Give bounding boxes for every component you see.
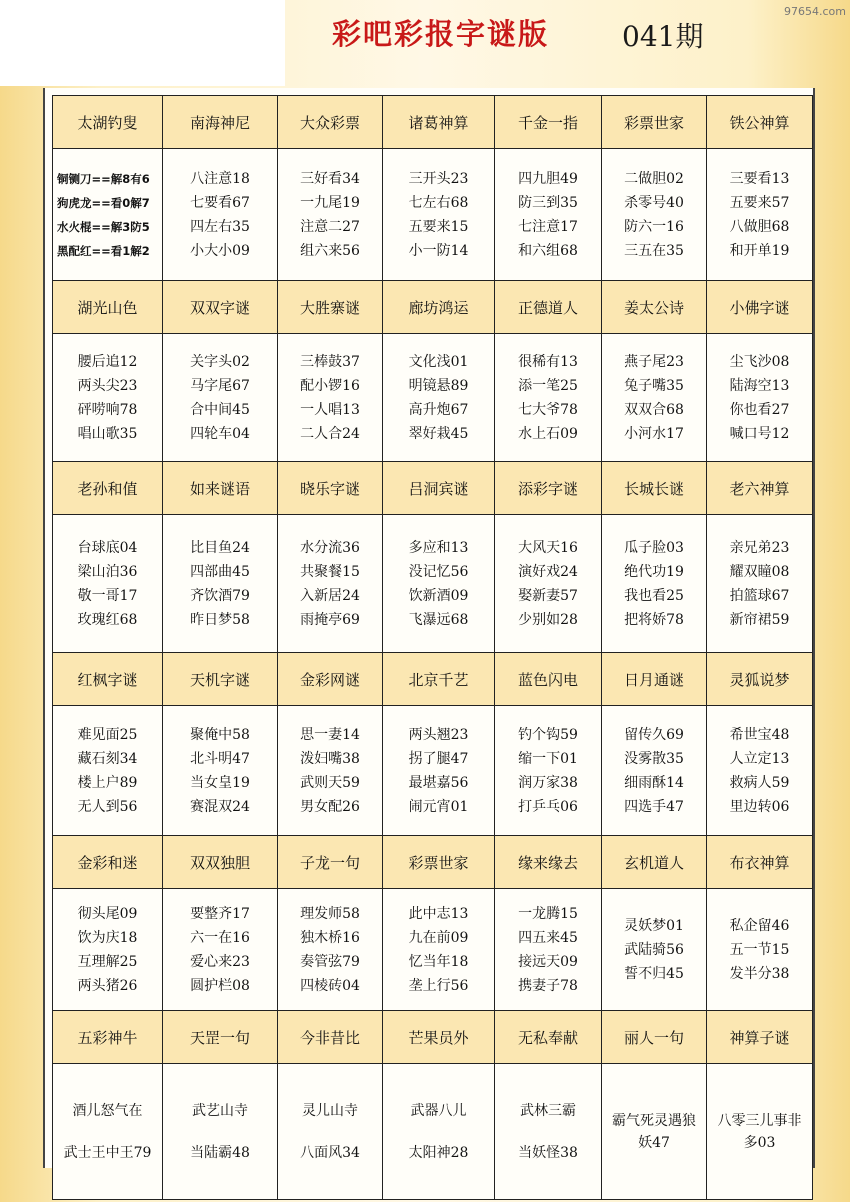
riddle-line: 北斗明47 xyxy=(190,750,250,767)
column-header: 金彩网谜 xyxy=(278,653,383,706)
riddle-cell xyxy=(383,515,495,653)
column-header: 老孙和值 xyxy=(53,462,163,515)
column-header: 廊坊鸿运 xyxy=(383,281,495,334)
column-header: 北京千艺 xyxy=(383,653,495,706)
riddle-line: 饮新酒09 xyxy=(408,587,469,604)
riddle-cell xyxy=(383,889,495,1011)
riddle-line: 垄上行56 xyxy=(408,977,469,994)
riddle-line: 拐了腿47 xyxy=(408,750,469,767)
riddle-line: 水火棍==解3防5 xyxy=(57,219,150,234)
riddle-line: 打乒乓06 xyxy=(518,798,578,815)
column-header: 大众彩票 xyxy=(278,96,383,149)
riddle-line: 亲兄弟23 xyxy=(729,539,790,556)
riddle-line: 此中志13 xyxy=(408,905,469,922)
column-header: 双双独胆 xyxy=(163,836,278,889)
riddle-line: 八注意18 xyxy=(190,170,250,187)
column-header: 老六神算 xyxy=(707,462,813,515)
riddle-line: 六一在16 xyxy=(190,929,250,946)
riddle-line: 人立定13 xyxy=(729,750,790,767)
riddle-line: 灵儿山寺 xyxy=(302,1102,358,1119)
riddle-line: 武艺山寺 xyxy=(192,1102,248,1119)
column-header: 蓝色闪电 xyxy=(495,653,602,706)
riddle-line: 二人合24 xyxy=(300,425,360,442)
riddle-line: 三开头23 xyxy=(408,170,469,187)
riddle-line: 四九胆49 xyxy=(518,170,578,187)
column-header: 姜太公诗 xyxy=(602,281,707,334)
riddle-cell xyxy=(53,706,163,836)
riddle-line: 耀双瞳08 xyxy=(729,563,790,580)
header-row xyxy=(53,462,813,515)
header-row xyxy=(53,281,813,334)
riddle-line: 细雨酥14 xyxy=(624,774,684,791)
riddle-line: 思一妻14 xyxy=(300,726,360,743)
riddle-line: 接远天09 xyxy=(518,953,578,970)
column-header: 彩票世家 xyxy=(383,836,495,889)
riddle-line: 注意二27 xyxy=(300,218,360,235)
riddle-line: 武则天59 xyxy=(300,774,360,791)
header-row xyxy=(53,96,813,149)
riddle-line: 砰唠响78 xyxy=(77,401,138,418)
riddle-cell xyxy=(495,706,602,836)
riddle-cell xyxy=(602,889,707,1011)
riddle-cell xyxy=(602,706,707,836)
riddle-cell xyxy=(495,334,602,462)
riddle-line: 八零三儿事非多03 xyxy=(717,1112,802,1151)
riddle-line: 四部曲45 xyxy=(190,563,250,580)
riddle-line: 昨日梦58 xyxy=(190,611,250,628)
riddle-line: 武林三霸 xyxy=(520,1102,576,1119)
riddle-line: 四左右35 xyxy=(190,218,250,235)
riddle-table xyxy=(52,95,813,1200)
column-header: 彩票世家 xyxy=(602,96,707,149)
riddle-line: 马字尾67 xyxy=(190,377,250,394)
riddle-line: 台球底04 xyxy=(77,539,138,556)
riddle-line: 两头猪26 xyxy=(77,977,138,994)
riddle-line: 八面风34 xyxy=(300,1144,360,1161)
riddle-line: 雨掩亭69 xyxy=(300,611,360,628)
riddle-cell xyxy=(163,1064,278,1200)
issue-number: 041期 xyxy=(622,20,704,53)
riddle-line: 三棒鼓37 xyxy=(300,353,360,370)
riddle-cell xyxy=(53,149,163,281)
riddle-line: 配小锣16 xyxy=(300,377,360,394)
riddle-line: 两头尖23 xyxy=(77,377,138,394)
riddle-cell xyxy=(707,706,813,836)
riddle-line: 五要来57 xyxy=(729,194,790,211)
riddle-line: 双双合68 xyxy=(624,401,684,418)
riddle-line: 忆当年18 xyxy=(408,953,469,970)
riddle-line: 救病人59 xyxy=(729,774,790,791)
riddle-line: 爱心来23 xyxy=(190,953,250,970)
riddle-cell xyxy=(383,149,495,281)
riddle-line: 很稀有13 xyxy=(518,353,578,370)
riddle-line: 文化浅01 xyxy=(408,353,469,370)
riddle-line: 燕子尾23 xyxy=(624,353,684,370)
riddle-line: 入新居24 xyxy=(300,587,360,604)
riddle-line: 演好戏24 xyxy=(518,563,578,580)
riddle-line: 娶新妻57 xyxy=(518,587,578,604)
riddle-line: 缩一下01 xyxy=(518,750,578,767)
riddle-line: 多应和13 xyxy=(408,539,469,556)
riddle-line: 彻头尾09 xyxy=(77,905,138,922)
riddle-line: 武士王中王79 xyxy=(63,1144,152,1161)
column-header: 诸葛神算 xyxy=(383,96,495,149)
riddle-line: 七注意17 xyxy=(518,218,578,235)
column-header: 芒果员外 xyxy=(383,1011,495,1064)
column-header: 太湖钓叟 xyxy=(53,96,163,149)
riddle-line: 当陆霸48 xyxy=(190,1144,250,1161)
column-header: 红枫字谜 xyxy=(53,653,163,706)
column-header: 灵狐说梦 xyxy=(707,653,813,706)
riddle-line: 私企留46 xyxy=(729,917,790,934)
page-title: 彩吧彩报字谜版 xyxy=(332,17,550,51)
riddle-line: 添一笔25 xyxy=(518,377,578,394)
riddle-cell xyxy=(495,149,602,281)
riddle-line: 誓不归45 xyxy=(624,965,684,982)
riddle-line: 你也看27 xyxy=(729,401,790,418)
riddle-line: 没雾散35 xyxy=(624,750,684,767)
riddle-line: 三要看13 xyxy=(729,170,790,187)
column-header: 金彩和迷 xyxy=(53,836,163,889)
riddle-line: 钓个钩59 xyxy=(518,726,578,743)
riddle-cell xyxy=(602,149,707,281)
riddle-line: 我也看25 xyxy=(624,587,684,604)
riddle-line: 梁山泊36 xyxy=(77,563,138,580)
riddle-line: 当妖怪38 xyxy=(518,1144,578,1161)
riddle-line: 要整齐17 xyxy=(190,905,250,922)
column-header: 南海神尼 xyxy=(163,96,278,149)
column-header: 天机字谜 xyxy=(163,653,278,706)
riddle-line: 比目鱼24 xyxy=(190,539,250,556)
header-row xyxy=(53,653,813,706)
riddle-cell xyxy=(278,706,383,836)
riddle-line: 理发师58 xyxy=(300,905,360,922)
riddle-line: 小一防14 xyxy=(408,242,469,259)
riddle-line: 新帘裙59 xyxy=(729,611,790,628)
riddle-line: 少别如28 xyxy=(518,611,578,628)
riddle-line: 兔子嘴35 xyxy=(624,377,684,394)
column-header: 吕洞宾谜 xyxy=(383,462,495,515)
riddle-line: 武器八儿 xyxy=(410,1102,467,1119)
riddle-line: 把将娇78 xyxy=(624,611,684,628)
riddle-line: 聚俺中58 xyxy=(190,726,250,743)
column-header: 长城长谜 xyxy=(602,462,707,515)
riddle-line: 组六来56 xyxy=(300,242,360,259)
riddle-line: 一龙腾15 xyxy=(518,905,578,922)
riddle-cell xyxy=(383,334,495,462)
riddle-line: 和六组68 xyxy=(518,242,578,259)
header-row xyxy=(53,836,813,889)
riddle-line: 关字头02 xyxy=(190,353,250,370)
column-header: 缘来缘去 xyxy=(495,836,602,889)
content-row xyxy=(53,706,813,836)
riddle-line: 瓜子脸03 xyxy=(624,539,684,556)
riddle-line: 飞瀑远68 xyxy=(408,611,469,628)
riddle-line: 四五来45 xyxy=(518,929,578,946)
riddle-cell xyxy=(707,1064,813,1200)
column-header: 五彩神牛 xyxy=(53,1011,163,1064)
riddle-line: 喊口号12 xyxy=(729,425,790,442)
riddle-line: 尘飞沙08 xyxy=(729,353,790,370)
riddle-line: 最堪嘉56 xyxy=(408,774,469,791)
riddle-line: 闹元宵01 xyxy=(408,798,469,815)
riddle-line: 楼上户89 xyxy=(77,774,138,791)
column-header: 正德道人 xyxy=(495,281,602,334)
site-watermark: 97654.com xyxy=(784,5,846,18)
riddle-line: 杀零号40 xyxy=(624,194,684,211)
riddle-line: 七大爷78 xyxy=(518,401,578,418)
column-header: 神算子谜 xyxy=(707,1011,813,1064)
riddle-line: 狗虎龙==看0解7 xyxy=(57,195,150,210)
column-header: 晓乐字谜 xyxy=(278,462,383,515)
riddle-line: 齐饮酒79 xyxy=(190,587,250,604)
riddle-line: 酒儿怒气在 xyxy=(72,1102,143,1119)
column-header: 大胜寨谜 xyxy=(278,281,383,334)
riddle-cell xyxy=(383,706,495,836)
riddle-line: 灵妖梦01 xyxy=(624,917,684,934)
riddle-line: 圆护栏08 xyxy=(190,977,250,994)
riddle-line: 共聚餐15 xyxy=(300,563,360,580)
riddle-line: 大风天16 xyxy=(518,539,578,556)
riddle-cell xyxy=(602,1064,707,1200)
riddle-cell xyxy=(278,1064,383,1200)
column-header: 布衣神算 xyxy=(707,836,813,889)
riddle-line: 饮为庆18 xyxy=(77,929,138,946)
riddle-line: 九在前09 xyxy=(408,929,469,946)
riddle-cell xyxy=(495,515,602,653)
column-header: 子龙一句 xyxy=(278,836,383,889)
riddle-line: 三五在35 xyxy=(624,242,684,259)
content-row xyxy=(53,889,813,1011)
riddle-line: 赛混双24 xyxy=(190,798,250,815)
riddle-line: 八做胆68 xyxy=(729,218,790,235)
riddle-line: 携妻子78 xyxy=(518,977,578,994)
riddle-cell xyxy=(163,334,278,462)
content-row xyxy=(53,1064,813,1200)
riddle-line: 润万家38 xyxy=(518,774,578,791)
riddle-line: 水分流36 xyxy=(300,539,360,556)
riddle-line: 太阳神28 xyxy=(408,1144,469,1161)
riddle-line: 腰后追12 xyxy=(77,353,138,370)
white-header-patch xyxy=(0,0,285,86)
riddle-cell xyxy=(278,889,383,1011)
riddle-line: 拍篮球67 xyxy=(729,587,790,604)
riddle-cell xyxy=(707,334,813,462)
riddle-line: 四棱砖04 xyxy=(300,977,360,994)
riddle-line: 七左右68 xyxy=(408,194,469,211)
column-header: 天罡一句 xyxy=(163,1011,278,1064)
riddle-line: 陆海空13 xyxy=(729,377,790,394)
riddle-cell xyxy=(53,1064,163,1200)
riddle-line: 无人到56 xyxy=(77,798,138,815)
column-header: 日月通谜 xyxy=(602,653,707,706)
column-header: 今非昔比 xyxy=(278,1011,383,1064)
riddle-cell xyxy=(53,334,163,462)
riddle-line: 高升炮67 xyxy=(408,401,469,418)
riddle-line: 泼妇嘴38 xyxy=(300,750,360,767)
column-header: 添彩字谜 xyxy=(495,462,602,515)
riddle-line: 四选手47 xyxy=(624,798,684,815)
riddle-line: 三好看34 xyxy=(300,170,360,187)
column-header: 如来谜语 xyxy=(163,462,278,515)
riddle-line: 小河水17 xyxy=(624,425,684,442)
column-header: 玄机道人 xyxy=(602,836,707,889)
riddle-line: 男女配26 xyxy=(300,798,360,815)
riddle-cell xyxy=(707,515,813,653)
riddle-line: 防三到35 xyxy=(518,194,578,211)
riddle-line: 藏石刻34 xyxy=(77,750,138,767)
column-header: 丽人一句 xyxy=(602,1011,707,1064)
riddle-line: 小大小09 xyxy=(190,242,250,259)
riddle-cell xyxy=(163,149,278,281)
riddle-line: 四轮车04 xyxy=(190,425,250,442)
riddle-cell xyxy=(278,515,383,653)
riddle-line: 发半分38 xyxy=(729,965,790,982)
riddle-line: 玫瑰红68 xyxy=(77,611,138,628)
riddle-line: 黑配红==看1解2 xyxy=(57,243,150,258)
riddle-line: 难见面25 xyxy=(77,726,138,743)
riddle-line: 希世宝48 xyxy=(729,726,790,743)
riddle-line: 留传久69 xyxy=(624,726,684,743)
riddle-cell xyxy=(495,1064,602,1200)
riddle-line: 互理解25 xyxy=(77,953,138,970)
riddle-cell xyxy=(278,149,383,281)
content-row xyxy=(53,515,813,653)
header-row xyxy=(53,1011,813,1064)
riddle-line: 敬一哥17 xyxy=(77,587,138,604)
riddle-cell xyxy=(163,515,278,653)
riddle-cell xyxy=(163,706,278,836)
riddle-line: 铜铡刀==解8有6 xyxy=(57,171,150,186)
column-header: 铁公神算 xyxy=(707,96,813,149)
riddle-line: 没记忆56 xyxy=(408,563,469,580)
riddle-cell xyxy=(53,889,163,1011)
riddle-line: 七要看67 xyxy=(190,194,250,211)
riddle-line: 奏管弦79 xyxy=(300,953,360,970)
riddle-line: 防六一16 xyxy=(624,218,684,235)
riddle-cell xyxy=(707,889,813,1011)
riddle-line: 和开单19 xyxy=(729,242,790,259)
riddle-line: 绝代功19 xyxy=(624,563,684,580)
riddle-cell xyxy=(602,334,707,462)
content-row xyxy=(53,334,813,462)
riddle-line: 当女皇19 xyxy=(190,774,250,791)
riddle-line: 明镜悬89 xyxy=(408,377,469,394)
riddle-line: 独木桥16 xyxy=(300,929,360,946)
riddle-cell xyxy=(278,334,383,462)
column-header: 无私奉献 xyxy=(495,1011,602,1064)
riddle-cell xyxy=(495,889,602,1011)
riddle-line: 霸气死灵遇狼妖47 xyxy=(612,1112,696,1151)
riddle-line: 水上石09 xyxy=(518,425,578,442)
riddle-cell xyxy=(53,515,163,653)
riddle-cell xyxy=(383,1064,495,1200)
riddle-line: 里边转06 xyxy=(729,798,790,815)
riddle-line: 一九尾19 xyxy=(300,194,360,211)
riddle-line: 两头翘23 xyxy=(408,726,469,743)
column-header: 湖光山色 xyxy=(53,281,163,334)
riddle-cell xyxy=(707,149,813,281)
riddle-line: 五一节15 xyxy=(729,941,790,958)
riddle-line: 翠好栽45 xyxy=(408,425,469,442)
riddle-line: 武陆骑56 xyxy=(624,941,684,958)
riddle-cell xyxy=(163,889,278,1011)
riddle-line: 五要来15 xyxy=(408,218,469,235)
riddle-line: 二做胆02 xyxy=(624,170,684,187)
column-header: 双双字谜 xyxy=(163,281,278,334)
column-header: 千金一指 xyxy=(495,96,602,149)
riddle-cell xyxy=(602,515,707,653)
riddle-line: 唱山歌35 xyxy=(77,425,138,442)
riddle-line: 合中间45 xyxy=(190,401,250,418)
column-header: 小佛字谜 xyxy=(707,281,813,334)
riddle-line: 一人唱13 xyxy=(300,401,360,418)
content-row xyxy=(53,149,813,281)
